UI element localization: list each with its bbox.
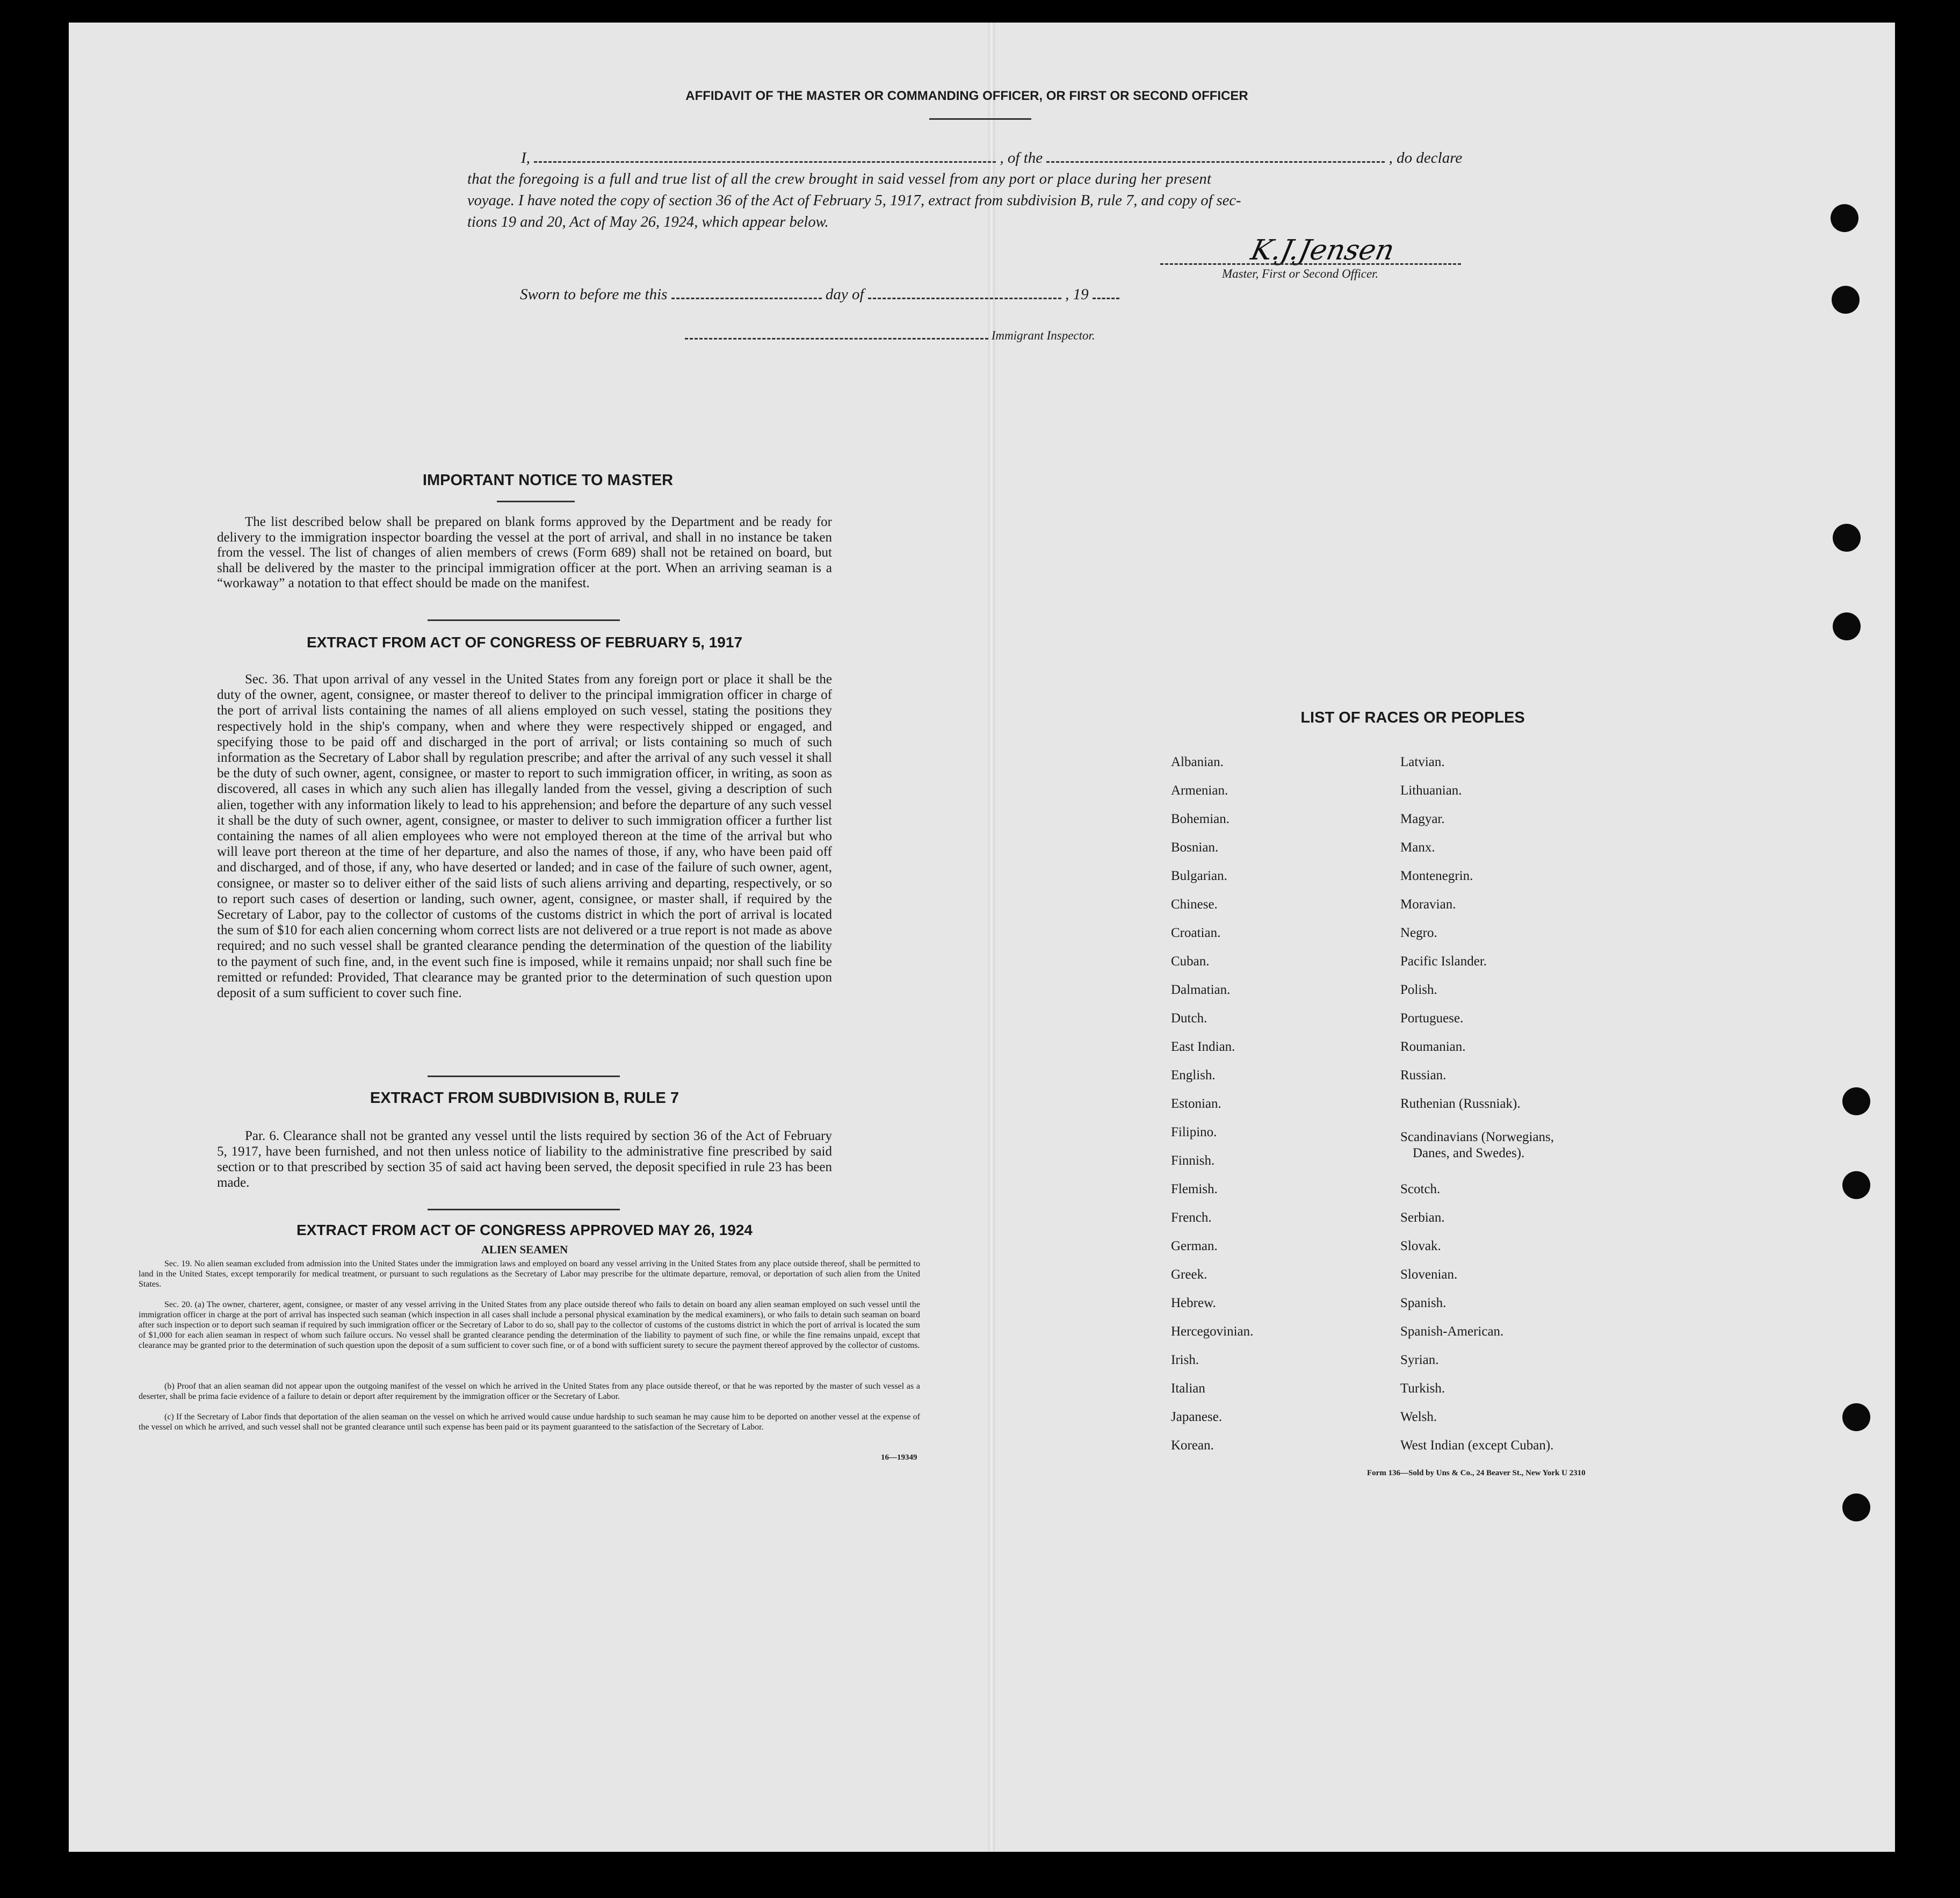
race-item: Magyar. [1400,812,1445,826]
race-item: Italian [1171,1381,1205,1396]
inspector-line [685,329,1095,343]
race-item: Hercegovinian. [1171,1324,1254,1339]
race-item: Albanian. [1171,755,1224,769]
affidavit-line-2: that the foregoing is a full and true list of all the crew brought in said vessel from any port or place during her present [467,171,1212,187]
sworn-year-field[interactable] [1093,298,1119,299]
race-item: Armenian. [1171,783,1228,798]
race-item: Scandinavians (Norwegians, [1400,1130,1554,1144]
race-item: Slovak. [1400,1239,1441,1253]
race-item: Croatian. [1171,926,1221,940]
sec20a-body: Sec. 20. (a) The owner, charterer, agent, consignee, or master of any vessel arriving in the United States from any place outside thereof who fails to detain on board any alien seaman employed on such vessel until the immigration officer in charge at the port of arrival has inspected such seaman (which inspection in all cases shall include a personal physical examination by the medical examiners), or who fails to detain such seaman on board after such inspection or to deport such seaman if required by such immigration officer or the Secretary of Labor to do so, shall pay to the collector of customs of the customs district in which the port of arrival is located the sum of $1,000 for each alien seaman in respect of whom such failure occurs. No vessel shall be granted clearance pending the determination of the liability to payment of such fine, or while the fine remains unpaid, except that clearance may be granted prior to the determination of such question upon the deposit of a sum sufficient to cover such fine, or of a bond with sufficient surety to secure the payment thereof approved by the collector of customs. [139,1300,920,1350]
race-item: Bulgarian. [1171,869,1227,883]
race-item: Chinese. [1171,897,1218,912]
extract-1917-title: EXTRACT FROM ACT OF CONGRESS OF FEBRUARY 5, 1917 [306,634,743,651]
notice-title: IMPORTANT NOTICE TO MASTER [422,472,674,489]
race-item: East Indian. [1171,1040,1235,1054]
race-item: Danes, and Swedes). [1413,1146,1525,1160]
punch-hole [1842,1171,1870,1199]
inspector-caption: Immigrant Inspector. [991,329,1095,342]
race-item: Scotch. [1400,1182,1441,1196]
inspector-signature-field[interactable] [685,338,988,340]
signature-caption: Master, First or Second Officer. [1222,267,1379,280]
race-item: Manx. [1400,840,1435,855]
race-item: Slovenian. [1400,1267,1458,1282]
race-item: Roumanian. [1400,1040,1466,1054]
master-signature: K.J.Jensen [1248,234,1398,266]
race-item: French. [1171,1210,1212,1225]
divider [428,1076,620,1077]
affidavit-line-4: tions 19 and 20, Act of May 26, 1924, which appear below. [467,214,829,230]
race-item: Montenegrin. [1400,869,1473,883]
race-item: Turkish. [1400,1381,1445,1396]
punch-hole [1833,612,1861,640]
sworn-year: , 19 [1065,286,1089,303]
extract-1924-title: EXTRACT FROM ACT OF CONGRESS APPROVED MAY 26, 1924 [296,1222,753,1238]
vessel-name-field[interactable] [1046,161,1385,163]
form-code: 16—19349 [881,1453,917,1462]
race-item: Bohemian. [1171,812,1230,826]
sworn-day-of: day of [825,286,864,303]
affidavit-line-3: voyage. I have noted the copy of section 36 of the Act of February 5, 1917, extract from subdivision B, rule 7, and copy of sec- [467,192,1241,209]
sec20c-body: (c) If the Secretary of Labor finds that deportation of the alien seaman on the vessel on which he arrived would cause undue hardship to such seaman he may cause him to be deported on another vessel at the expense of the vessel on which he arrived, and such vessel shall not be granted clearance until such expense has been paid or its payment guaranteed to the satisfaction of the Secretary of Labor. [139,1412,920,1432]
race-item: Greek. [1171,1267,1207,1282]
alien-seamen-subtitle: ALIEN SEAMEN [481,1243,568,1256]
race-item: Bosnian. [1171,840,1219,855]
extract-rule7-title: EXTRACT FROM SUBDIVISION B, RULE 7 [370,1089,679,1107]
race-item: Pacific Islander. [1400,954,1487,969]
race-item: Filipino. [1171,1125,1217,1139]
race-item: Cuban. [1171,954,1210,969]
sworn-line [520,286,1218,304]
race-item: Polish. [1400,983,1437,997]
sworn-day-field[interactable] [671,298,822,299]
race-item: Hebrew. [1171,1296,1216,1310]
race-item: Estonian. [1171,1096,1221,1111]
punch-hole [1842,1403,1870,1431]
race-item: Latvian. [1400,755,1445,769]
notice-body: The list described below shall be prepared on blank forms approved by the Department and be ready for delivery to the immigration inspector boarding the vessel at the port of arrival, and shall in no instance be taken from the vessel. The list of changes of alien members of crews (Form 689) shall not be retained on board, but shall be delivered by the master to the principal immigration officer at the port. When an arriving seaman is a “workaway” a notation to that effect should be made on the manifest. [217,515,832,590]
divider [497,501,575,502]
punch-hole [1842,1087,1870,1115]
race-item: Irish. [1171,1353,1199,1367]
race-item: Ruthenian (Russniak). [1400,1096,1521,1111]
sworn-month-field[interactable] [868,298,1061,299]
races-title: LIST OF RACES OR PEOPLES [1300,709,1525,726]
punch-hole [1832,286,1860,314]
sec20b-body: (b) Proof that an alien seaman did not appear upon the outgoing manifest of the vessel on which he arrived in the United States from any place outside thereof, or that he was reported by the master of such vessel as a deserter, shall be prima facie evidence of a failure to detain or deport after requirement by the immigration officer or the Secretary of Labor. [139,1382,920,1401]
race-item: Flemish. [1171,1182,1218,1196]
race-item: English. [1171,1068,1216,1082]
divider [428,619,620,621]
divider [428,1209,620,1210]
affidavit-declare: , do declare [1388,149,1463,167]
race-item: Moravian. [1400,897,1456,912]
punch-hole [1833,524,1861,552]
divider [929,118,1031,120]
race-item: Serbian. [1400,1210,1445,1225]
affidavit-title: AFFIDAVIT OF THE MASTER OR COMMANDING OFFICER, OR FIRST OR SECOND OFFICER [685,89,1248,103]
punch-hole [1842,1493,1870,1521]
race-item: Welsh. [1400,1410,1437,1424]
form-note: Form 136—Sold by Uns & Co., 24 Beaver St., New York U 2310 [1367,1469,1586,1477]
race-item: Lithuanian. [1400,783,1462,798]
race-item: Negro. [1400,926,1437,940]
race-item: Finnish. [1171,1153,1215,1168]
sworn-text: Sworn to before me this [520,286,668,303]
signature-line [1160,263,1461,265]
race-item: Dutch. [1171,1011,1207,1026]
race-item: German. [1171,1239,1218,1253]
race-item: West Indian (except Cuban). [1400,1438,1554,1453]
race-item: Spanish. [1400,1296,1447,1310]
punch-hole [1831,204,1858,232]
race-item: Korean. [1171,1438,1214,1453]
sec19-body: Sec. 19. No alien seaman excluded from admission into the United States under the immigration laws and employed on board any vessel arriving in the United States from any place outside thereof, shall be permitted to land in the United States, except temporarily for medical treatment, or pursuant to such regulations as the Secretary of Labor may prescribe for the ultimate departure, removal, or deportation of such alien from the United States. [139,1259,920,1289]
affidavit-i: I, [521,149,530,167]
race-item: Spanish-American. [1400,1324,1504,1339]
extract-1917-body: Sec. 36. That upon arrival of any vessel in the United States from any foreign port or place it shall be the duty of the owner, agent, consignee, or master thereof to deliver to the principal immigration officer in charge of the port of arrival lists containing the names of all aliens employed on such vessel, stating the positions they respectively hold in the ship's company, when and where they were respectively shipped or engaged, and specifying those to be paid off and discharged in the port of arrival; or lists containing so much of such information as the Secretary of Labor shall by regulation prescribe; and after the arrival of any such vessel it shall be the duty of such owner, agent, consignee, or master to report to such immigration officer, in writing, as soon as discovered, all cases in which any such alien has illegally landed from the vessel, giving a description of such alien, together with any information likely to lead to his apprehension; and before the departure of any such vessel it shall be the duty of such owner, agent, consignee, or master to deliver to such immigration officer a further list containing the names of all alien employees who were not employed thereon at the time of the arrival but who will leave port thereon at the time of her departure, and also the names of those, if any, who have been paid off and discharged, and of those, if any, who have deserted or landed; and in case of the failure of such owner, agent, consignee, or master so to deliver either of the said lists of such aliens arriving and departing, respectively, or so to report such cases of desertion or landing, such owner, agent, consignee, or master shall, if required by the Secretary of Labor, pay to the collector of customs of the customs district in which the port of arrival is located the sum of $10 for each alien concerning whom correct lists are not delivered or a true report is not made as above required; and no such vessel shall be granted clearance pending the determination of the question of the liability to the payment of such fine, and, in the event such fine is imposed, while it remains unpaid; nor shall such fine be remitted or refunded: Provided, That clearance may be granted prior to the determination of such question upon deposit of a sum sufficient to cover such fine. [217,672,832,1001]
race-item: Dalmatian. [1171,983,1231,997]
master-name-field[interactable] [534,161,996,163]
extract-rule7-body: Par. 6. Clearance shall not be granted any vessel until the lists required by section 36 of the Act of February 5, 1917, have been furnished, and not then unless notice of liability to the administrative fine prescribed by said section or to that prescribed by section 35 of said act having been served, the deposit specified in rule 23 has been made. [217,1129,832,1190]
affidavit-of-the: , of the [1000,149,1043,167]
affidavit-line-1 [521,149,1488,167]
race-item: Russian. [1400,1068,1447,1082]
race-item: Syrian. [1400,1353,1439,1367]
race-item: Japanese. [1171,1410,1223,1424]
race-item: Portuguese. [1400,1011,1464,1026]
